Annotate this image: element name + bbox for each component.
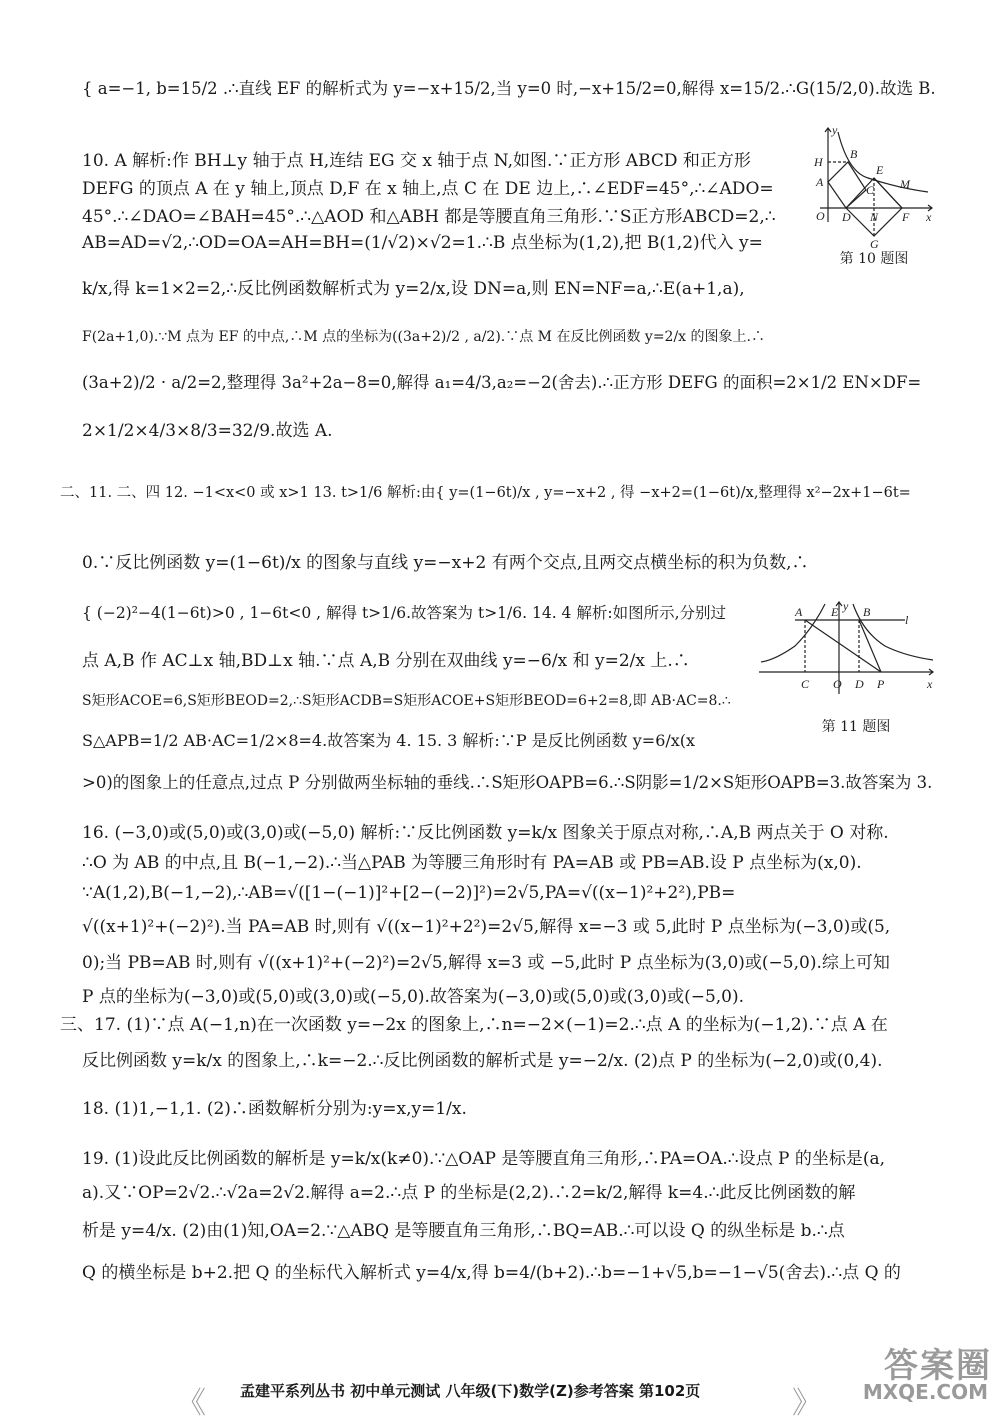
answer-line: 0);当 PB=AB 时,则有 √((x+1)²+(−2)²)=2√5,解得 x=3 或 −5,此时 P 点坐标为(3,0)或(−5,0).综上可知 — [82, 953, 890, 973]
answer-line: { a=−1, b=15/2 .∴直线 EF 的解析式为 y=−x+15/2,当 y=0 时,−x+15/2=0,解得 x=15/2.∴G(15/2,0).故选 B. — [82, 79, 936, 98]
fig10-label: E — [876, 163, 884, 177]
watermark-sub: MXQE.COM — [862, 1380, 988, 1404]
fig11-label: l — [905, 613, 909, 627]
fig11-label: O — [833, 677, 842, 691]
answer-line: (3a+2)/2 · a/2=2,整理得 3a²+2a−8=0,解得 a₁=4/3,a₂=−2(舍去).∴正方形 DEFG 的面积=2×1/2 EN×DF= — [82, 373, 922, 392]
figure-10 — [808, 122, 938, 267]
answer-line: √((x+1)²+(−2)²).当 PA=AB 时,则有 √((x−1)²+2²)=2√5,解得 x=−3 或 5,此时 P 点坐标为(−3,0)或(5, — [82, 917, 891, 937]
square-abcd — [828, 162, 866, 208]
fig10-label: M — [900, 177, 910, 191]
fig11-label: A — [795, 605, 803, 619]
answer-line: 三、17. (1)∵点 A(−1,n)在一次函数 y=−2x 的图象上,∴n=−2×(−1)=2.∴点 A 的坐标为(−1,2).∵点 A 在 — [60, 1015, 888, 1035]
answer-line: 点 A,B 作 AC⊥x 轴,BD⊥x 轴.∵点 A,B 分别在双曲线 y=−6/x 和 y=2/x 上.∴ — [82, 651, 690, 671]
chevron-left-icon: 《 — [176, 1386, 206, 1421]
fig11-label: D — [855, 677, 864, 691]
answer-line: 析是 y=4/x. (2)由(1)知,OA=2.∵△ABQ 是等腰直角三角形,∴BQ=AB.∴可以设 Q 的纵坐标是 b.∴点 — [82, 1221, 845, 1241]
answer-line: ∵A(1,2),B(−1,−2),∴AB=√([1−(−1)]²+[2−(−2)]²)=2√5,PA=√((x−1)²+2²),PB= — [82, 883, 736, 903]
answer-line: a).又∵OP=2√2.∴√2a=2√2.解得 a=2.∴点 P 的坐标是(2,2).∴2=k/2,解得 k=4.∴此反比例函数的解 — [82, 1183, 856, 1203]
answer-line: 2×1/2×4/3×8/3=32/9.故选 A. — [82, 421, 333, 441]
footer-text: 孟建平系列丛书 初中单元测试 八年级(下)数学(Z)参考答案 第102页 — [240, 1382, 701, 1400]
answer-line: AB=AD=√2,∴OD=OA=AH=BH=(1/√2)×√2=1.∴B 点坐标为(1,2),把 B(1,2)代入 y= — [82, 233, 763, 253]
answer-line: 18. (1)1,−1,1. (2)∴函数解析分别为:y=x,y=1/x. — [82, 1099, 467, 1119]
hyperbola-left — [761, 604, 825, 662]
answer-line: S△APB=1/2 AB·AC=1/2×8=4.故答案为 4. 15. 3 解析:∵P 是反比例函数 y=6/x(x — [82, 731, 696, 750]
answer-line: DEFG 的顶点 A 在 y 轴上,顶点 D,F 在 x 轴上,点 C 在 DE 边上,∴∠EDF=45°,∴∠ADO= — [82, 179, 774, 199]
answer-line: Q 的横坐标是 b+2.把 Q 的坐标代入解析式 y=4/x,得 b=4/(b+2).∴b=−1+√5,b=−1−√5(舍去).∴点 Q 的 — [82, 1263, 901, 1283]
fig10-label: G — [870, 237, 879, 251]
hyperbola — [838, 132, 928, 192]
answer-line: F(2a+1,0).∵M 点为 EF 的中点,∴M 点的坐标为((3a+2)/2 , a/2).∵点 M 在反比例函数 y=2/x 的图象上.∴ — [82, 329, 765, 345]
answer-line: 10. A 解析:作 BH⊥y 轴于点 H,连结 EG 交 x 轴于点 N,如图.∵正方形 ABCD 和正方形 — [82, 151, 751, 171]
fig11-label: E — [831, 605, 839, 619]
fig10-label: y — [832, 123, 838, 137]
fig11-label: y — [843, 599, 849, 613]
answer-line: 二、11. 二、四 12. −1<x<0 或 x>1 13. t>1/6 解析:由{ y=(1−6t)/x , y=−x+2 , 得 −x+2=(1−6t)/x,整理得 x²−2x+1−6t= — [60, 485, 911, 501]
answer-line: { (−2)²−4(1−6t)>0 , 1−6t<0 , 解得 t>1/6.故答案为 t>1/6. 14. 4 解析:如图所示,分别过 — [82, 604, 727, 622]
fig10-label: A — [816, 175, 824, 189]
fig10-label: O — [816, 209, 825, 223]
figure-11-caption: 第 11 题图 — [821, 719, 891, 735]
fig11-label: C — [801, 677, 810, 691]
fig11-label: x — [927, 677, 933, 691]
watermark-logo — [822, 1338, 992, 1404]
answer-line: 45°.∴∠DAO=∠BAH=45°.∴△AOD 和△ABH 都是等腰直角三角形.∵S正方形ABCD=2,∴ — [82, 207, 776, 227]
answer-line: ∴O 为 AB 的中点,且 B(−1,−2).∴当△PAB 为等腰三角形时有 PA=AB 或 PB=AB.设 P 点坐标为(x,0). — [82, 853, 862, 873]
fig11-label: P — [877, 677, 885, 691]
chevron-right-icon: 》 — [792, 1386, 822, 1421]
fig10-label: D — [842, 210, 851, 224]
answer-line: >0)的图象上的任意点,过点 P 分别做两坐标轴的垂线.∴S矩形OAPB=6.∴S阴影=1/2×S矩形OAPB=3.故答案为 3. — [82, 773, 933, 792]
figure-10-caption: 第 10 题图 — [839, 251, 909, 267]
fig10-label: x — [926, 210, 932, 224]
answer-line: 反比例函数 y=k/x 的图象上,∴k=−2.∴反比例函数的解析式是 y=−2/x. (2)点 P 的坐标为(−2,0)或(0,4). — [82, 1051, 883, 1071]
answer-line: 16. (−3,0)或(5,0)或(3,0)或(−5,0) 解析:∵反比例函数 y=k/x 图象关于原点对称,∴A,B 两点关于 O 对称. — [82, 823, 889, 843]
answer-line: 19. (1)设此反比例函数的解析是 y=k/x(k≠0).∵△OAP 是等腰直角三角形,∴PA=OA.∴设点 P 的坐标是(a, — [82, 1149, 886, 1169]
fig10-label: N — [870, 210, 879, 224]
answer-line: P 点的坐标为(−3,0)或(5,0)或(3,0)或(−5,0).故答案为(−3,0)或(5,0)或(3,0)或(−5,0). — [82, 987, 745, 1007]
fig10-label: F — [902, 210, 910, 224]
answer-line: k/x,得 k=1×2=2,∴反比例函数解析式为 y=2/x,设 DN=a,则 EN=NF=a,∴E(a+1,a), — [82, 279, 745, 299]
fig11-label: B — [863, 605, 871, 619]
fig10-label: H — [814, 155, 823, 169]
fig10-label: B — [850, 147, 858, 161]
answer-line: 0.∵反比例函数 y=(1−6t)/x 的图象与直线 y=−x+2 有两个交点,且两交点横坐标的积为负数,∴ — [82, 553, 809, 573]
watermark-main: 答案圈 — [884, 1346, 992, 1386]
answer-line: S矩形ACOE=6,S矩形BEOD=2,∴S矩形ACDB=S矩形ACOE+S矩形BEOD=6+2=8,即 AB·AC=8.∴ — [82, 693, 731, 709]
figure-11 — [755, 598, 940, 708]
fig10-label: C — [866, 183, 875, 197]
